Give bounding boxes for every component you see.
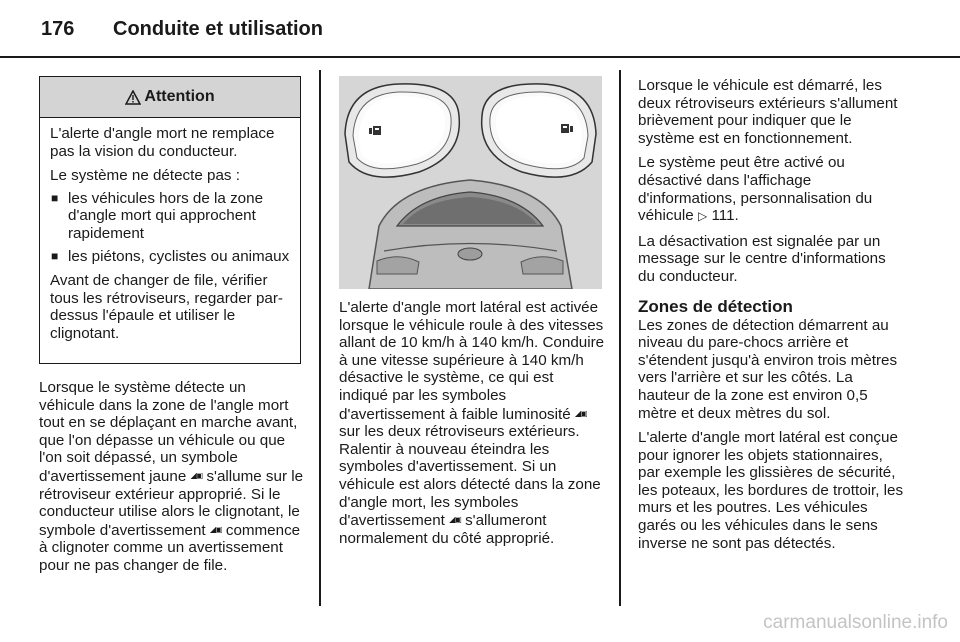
text-run: L'alerte d'angle mort latéral est activée lorsque le véhicule roule à des vitesses allant de 10 km/h à 140 km/h. Conduire à une vitesse supérieure à 140 km/h désactive le système, ce qui est indiqué par les symboles d'avertissement à faible luminosité xyxy=(339,299,605,423)
attention-text-2: Le système ne détecte pas : xyxy=(50,167,240,185)
bullet-marker: ■ xyxy=(51,248,59,263)
blind-spot-warning-icon: ◢▣ xyxy=(574,408,587,418)
header-rule xyxy=(0,56,960,58)
bullet-marker: ■ xyxy=(51,190,59,205)
attention-box xyxy=(39,76,301,364)
text-run: s'allume sur le rétroviseur extérieur approprié. Si le conducteur utilise alors le clignotant, le symbole d'avertissement xyxy=(39,467,304,539)
section-heading: Zones de détection xyxy=(638,296,793,316)
page-header xyxy=(41,18,323,41)
bullet-text: les piétons, cyclistes ou animaux xyxy=(68,247,290,265)
body-paragraph: Lorsque le véhicule est démarré, les deux rétroviseurs extérieurs s'allument brièvement pour indiquer que le système est en fonctionnement. xyxy=(638,77,898,147)
mirror-illustration xyxy=(339,76,602,289)
bullet-text: les véhicules hors de la zone d'angle mort qui approchent rapidement xyxy=(68,189,264,242)
attention-header xyxy=(40,77,300,118)
column-divider-2 xyxy=(619,70,621,606)
body-paragraph: L'alerte d'angle mort latéral est conçue pour ignorer les objets stationnaires, par exemple les glissières de sécurité, les poteaux, les bordures de trottoir, les murs et les poutres. Les véhicules garés ou les véhicules dans le sens inverse ne sont pas détectés. xyxy=(638,429,904,552)
text-run: s'allumeront normalement du côté approprié. xyxy=(339,512,555,547)
car-mirrors-image xyxy=(339,76,602,289)
watermark: carmanualsonline.info xyxy=(763,612,948,633)
attention-text-1: L'alerte d'angle mort ne remplace pas la vision du conducteur. xyxy=(50,125,275,160)
text-run: commence à clignoter comme un avertissement pour ne pas changer de file. xyxy=(39,521,301,574)
list-item xyxy=(50,190,290,243)
body-paragraph: Les zones de détection démarrent au niveau du pare-chocs arrière et s'étendent jusqu'à environ trois mètres vers l'arrière et sur les côtés. La hauteur de la zone est environ 0,5 mètre et deux mètres du sol. xyxy=(638,316,898,422)
page-reference-arrow-icon: ▷ xyxy=(697,209,708,224)
page-title: Conduite et utilisation xyxy=(113,18,323,40)
warning-triangle-icon xyxy=(125,90,141,105)
blind-spot-warning-icon: ◢▣ xyxy=(190,470,203,480)
body-paragraph: La désactivation est signalée par un message sur le centre d'informations du conducteur. xyxy=(638,232,886,285)
page-reference-link[interactable]: 111. xyxy=(711,207,739,225)
page-number: 176 xyxy=(41,18,75,40)
body-paragraph xyxy=(39,379,305,575)
column-2-text xyxy=(339,299,605,547)
column-3-text xyxy=(638,77,904,552)
column-1-text xyxy=(39,379,305,575)
body-paragraph xyxy=(638,154,904,225)
blind-spot-warning-icon: ◢▣ xyxy=(449,515,461,525)
attention-text-3: Avant de changer de file, vérifier tous les rétroviseurs, regarder par-dessus l'épaule et utiliser le clignotant. xyxy=(50,272,283,342)
list-item xyxy=(50,248,290,266)
text-run: Lorsque le système détecte un véhicule dans la zone de l'angle mort tout en se déplaçant en marche avant, que l'on dépasse un véhicule ou que l'on soit dépassé, un symbole d'avertissement jaune xyxy=(39,379,298,485)
text-run: sur les deux rétroviseurs extérieurs. Ralentir à nouveau éteindra les symboles d'avertissement. Si un véhicule est alors détecté dans la zone d'angle mort, les symboles d'avertissement xyxy=(339,423,601,530)
text-run: Le système peut être activé ou désactivé dans l'affichage d'informations, personnalisation du véhicule xyxy=(638,154,873,225)
column-divider-1 xyxy=(319,70,321,606)
attention-title: Attention xyxy=(144,88,215,105)
body-paragraph xyxy=(339,299,605,547)
blind-spot-warning-icon: ◢▣ xyxy=(209,524,222,534)
